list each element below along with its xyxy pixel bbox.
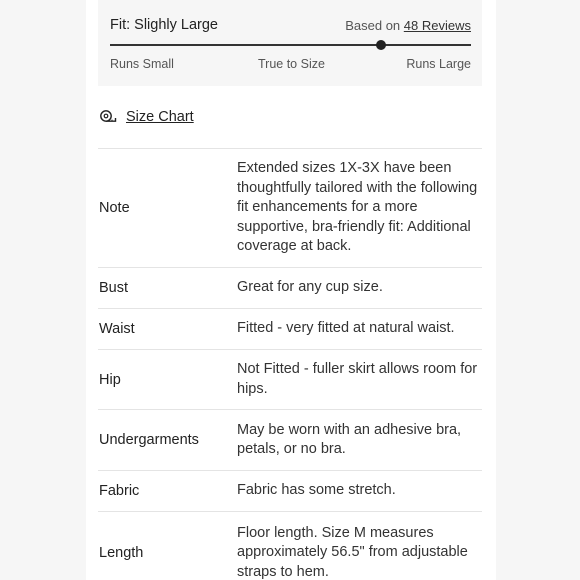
spec-row-undergarments	[98, 410, 482, 471]
size-chart-link[interactable]	[99, 107, 194, 127]
spec-row-length	[98, 512, 482, 580]
reviews-link[interactable]: 48 Reviews	[403, 18, 471, 33]
fit-title: Fit: Slighly Large	[110, 17, 218, 33]
spec-value: Floor length. Size M measures approximately 56.5" from adjustable straps to hem.	[237, 524, 468, 580]
reviews-summary	[345, 18, 471, 33]
tape-measure-icon	[99, 110, 117, 124]
fit-scale-marker	[376, 40, 386, 50]
size-chart-label: Size Chart	[126, 109, 194, 125]
spec-label: Bust	[99, 280, 129, 296]
spec-table	[98, 148, 482, 580]
spec-label: Note	[99, 200, 130, 216]
spec-label: Length	[99, 545, 144, 561]
fit-scale-runs-large: Runs Large	[406, 57, 471, 71]
spec-value: Extended sizes 1X-3X have been thoughtfully tailored with the following fit enhancements for a more supportive, bra-friendly fit: Additional coverage at back.	[237, 160, 478, 255]
spec-value: May be worn with an adhesive bra, petals, or no bra.	[237, 421, 462, 457]
spec-row-bust	[98, 268, 482, 309]
fit-scale-track	[110, 44, 471, 46]
fit-scale-true-to-size: True to Size	[258, 57, 325, 71]
spec-label: Undergarments	[99, 432, 199, 448]
spec-value: Great for any cup size.	[237, 279, 383, 296]
spec-row-hip	[98, 350, 482, 410]
fit-scale-runs-small: Runs Small	[110, 57, 174, 71]
fit-rating-panel	[98, 0, 482, 86]
spec-label: Fabric	[99, 483, 140, 499]
spec-label: Hip	[99, 371, 121, 388]
spec-row-note	[98, 149, 482, 268]
spec-row-waist	[98, 309, 482, 350]
spec-label: Waist	[99, 321, 135, 337]
reviews-prefix: Based on	[345, 18, 401, 33]
spec-value: Fitted - very fitted at natural waist.	[237, 320, 455, 337]
spec-row-fabric	[98, 471, 482, 512]
right-gutter	[496, 0, 580, 580]
left-gutter	[0, 0, 86, 580]
spec-value: Fabric has some stretch.	[237, 482, 396, 499]
spec-value: Not Fitted - fuller skirt allows room for hips.	[237, 361, 478, 397]
